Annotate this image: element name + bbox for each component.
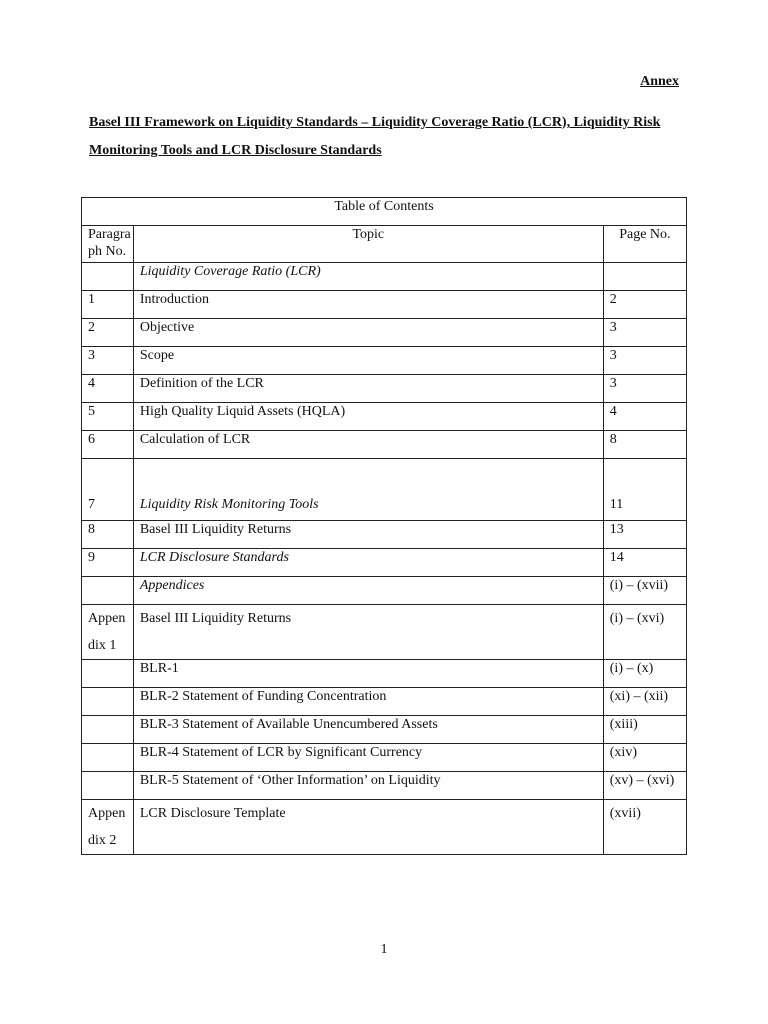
topic-cell: High Quality Liquid Assets (HQLA) — [133, 403, 603, 431]
page-cell: (xvii) — [603, 800, 686, 855]
topic-cell: LCR Disclosure Template — [133, 800, 603, 855]
annex-label: Annex — [640, 74, 679, 89]
topic-cell: BLR-3 Statement of Available Unencumbered Assets — [133, 716, 603, 744]
topic-cell: Basel III Liquidity Returns — [133, 521, 603, 549]
page-cell: (xiv) — [603, 744, 686, 772]
topic-cell: Definition of the LCR — [133, 375, 603, 403]
page-number: 1 — [380, 942, 388, 957]
table-row — [82, 291, 687, 319]
para-cell: 9 — [82, 549, 134, 577]
toc-caption: Table of Contents — [82, 198, 687, 226]
para-cell: 3 — [82, 347, 134, 375]
topic-cell: Calculation of LCR — [133, 431, 603, 459]
page-cell: 3 — [603, 375, 686, 403]
table-row — [82, 459, 687, 521]
table-row — [82, 605, 687, 660]
table-row — [82, 716, 687, 744]
header-topic: Topic — [133, 226, 603, 263]
header-paragraph-no: Paragra ph No. — [82, 226, 134, 263]
table-of-contents — [81, 197, 687, 855]
para-cell: 8 — [82, 521, 134, 549]
table-row — [82, 688, 687, 716]
page-cell: 3 — [603, 319, 686, 347]
para-cell — [82, 688, 134, 716]
table-row — [82, 660, 687, 688]
para-cell — [82, 716, 134, 744]
topic-cell: Introduction — [133, 291, 603, 319]
topic-cell: Basel III Liquidity Returns — [133, 605, 603, 660]
para-cell: 2 — [82, 319, 134, 347]
table-row — [82, 744, 687, 772]
table-row — [82, 319, 687, 347]
page-cell: 2 — [603, 291, 686, 319]
page-cell — [603, 263, 686, 291]
table-row — [82, 800, 687, 855]
page-cell: 8 — [603, 431, 686, 459]
para-cell — [82, 660, 134, 688]
page-cell: (i) – (xvii) — [603, 577, 686, 605]
topic-cell: Liquidity Risk Monitoring Tools — [133, 459, 603, 521]
table-row — [82, 549, 687, 577]
para-cell: 7 — [82, 459, 134, 521]
table-row — [82, 772, 687, 800]
page-cell: (xv) – (xvi) — [603, 772, 686, 800]
table-row — [82, 375, 687, 403]
para-cell — [82, 744, 134, 772]
topic-cell: BLR-4 Statement of LCR by Significant Currency — [133, 744, 603, 772]
topic-cell: Objective — [133, 319, 603, 347]
para-cell: 6 — [82, 431, 134, 459]
page-cell: 11 — [603, 459, 686, 521]
page-cell: (i) – (xvi) — [603, 605, 686, 660]
topic-cell: BLR-1 — [133, 660, 603, 688]
topic-cell: BLR-5 Statement of ‘Other Information’ on Liquidity — [133, 772, 603, 800]
page-cell: 13 — [603, 521, 686, 549]
table-row — [82, 263, 687, 291]
page-cell: (xi) – (xii) — [603, 688, 686, 716]
page-cell: (xiii) — [603, 716, 686, 744]
page-cell: 4 — [603, 403, 686, 431]
para-cell — [82, 263, 134, 291]
topic-cell: BLR-2 Statement of Funding Concentration — [133, 688, 603, 716]
para-cell — [82, 577, 134, 605]
topic-cell: LCR Disclosure Standards — [133, 549, 603, 577]
topic-cell: Appendices — [133, 577, 603, 605]
page-cell: (i) – (x) — [603, 660, 686, 688]
page-cell: 3 — [603, 347, 686, 375]
page-cell: 14 — [603, 549, 686, 577]
table-row — [82, 521, 687, 549]
topic-cell: Liquidity Coverage Ratio (LCR) — [133, 263, 603, 291]
document-title: Basel III Framework on Liquidity Standards – Liquidity Coverage Ratio (LCR), Liquidity Risk Monitoring Tools and LCR Disclosure Standards — [89, 115, 661, 158]
para-cell: 5 — [82, 403, 134, 431]
header-page-no: Page No. — [603, 226, 686, 263]
table-row — [82, 347, 687, 375]
para-cell: Appen dix 2 — [82, 800, 134, 855]
para-cell: 1 — [82, 291, 134, 319]
para-cell — [82, 772, 134, 800]
para-cell: Appen dix 1 — [82, 605, 134, 660]
table-row — [82, 577, 687, 605]
para-cell: 4 — [82, 375, 134, 403]
topic-cell: Scope — [133, 347, 603, 375]
table-row — [82, 403, 687, 431]
table-row — [82, 431, 687, 459]
